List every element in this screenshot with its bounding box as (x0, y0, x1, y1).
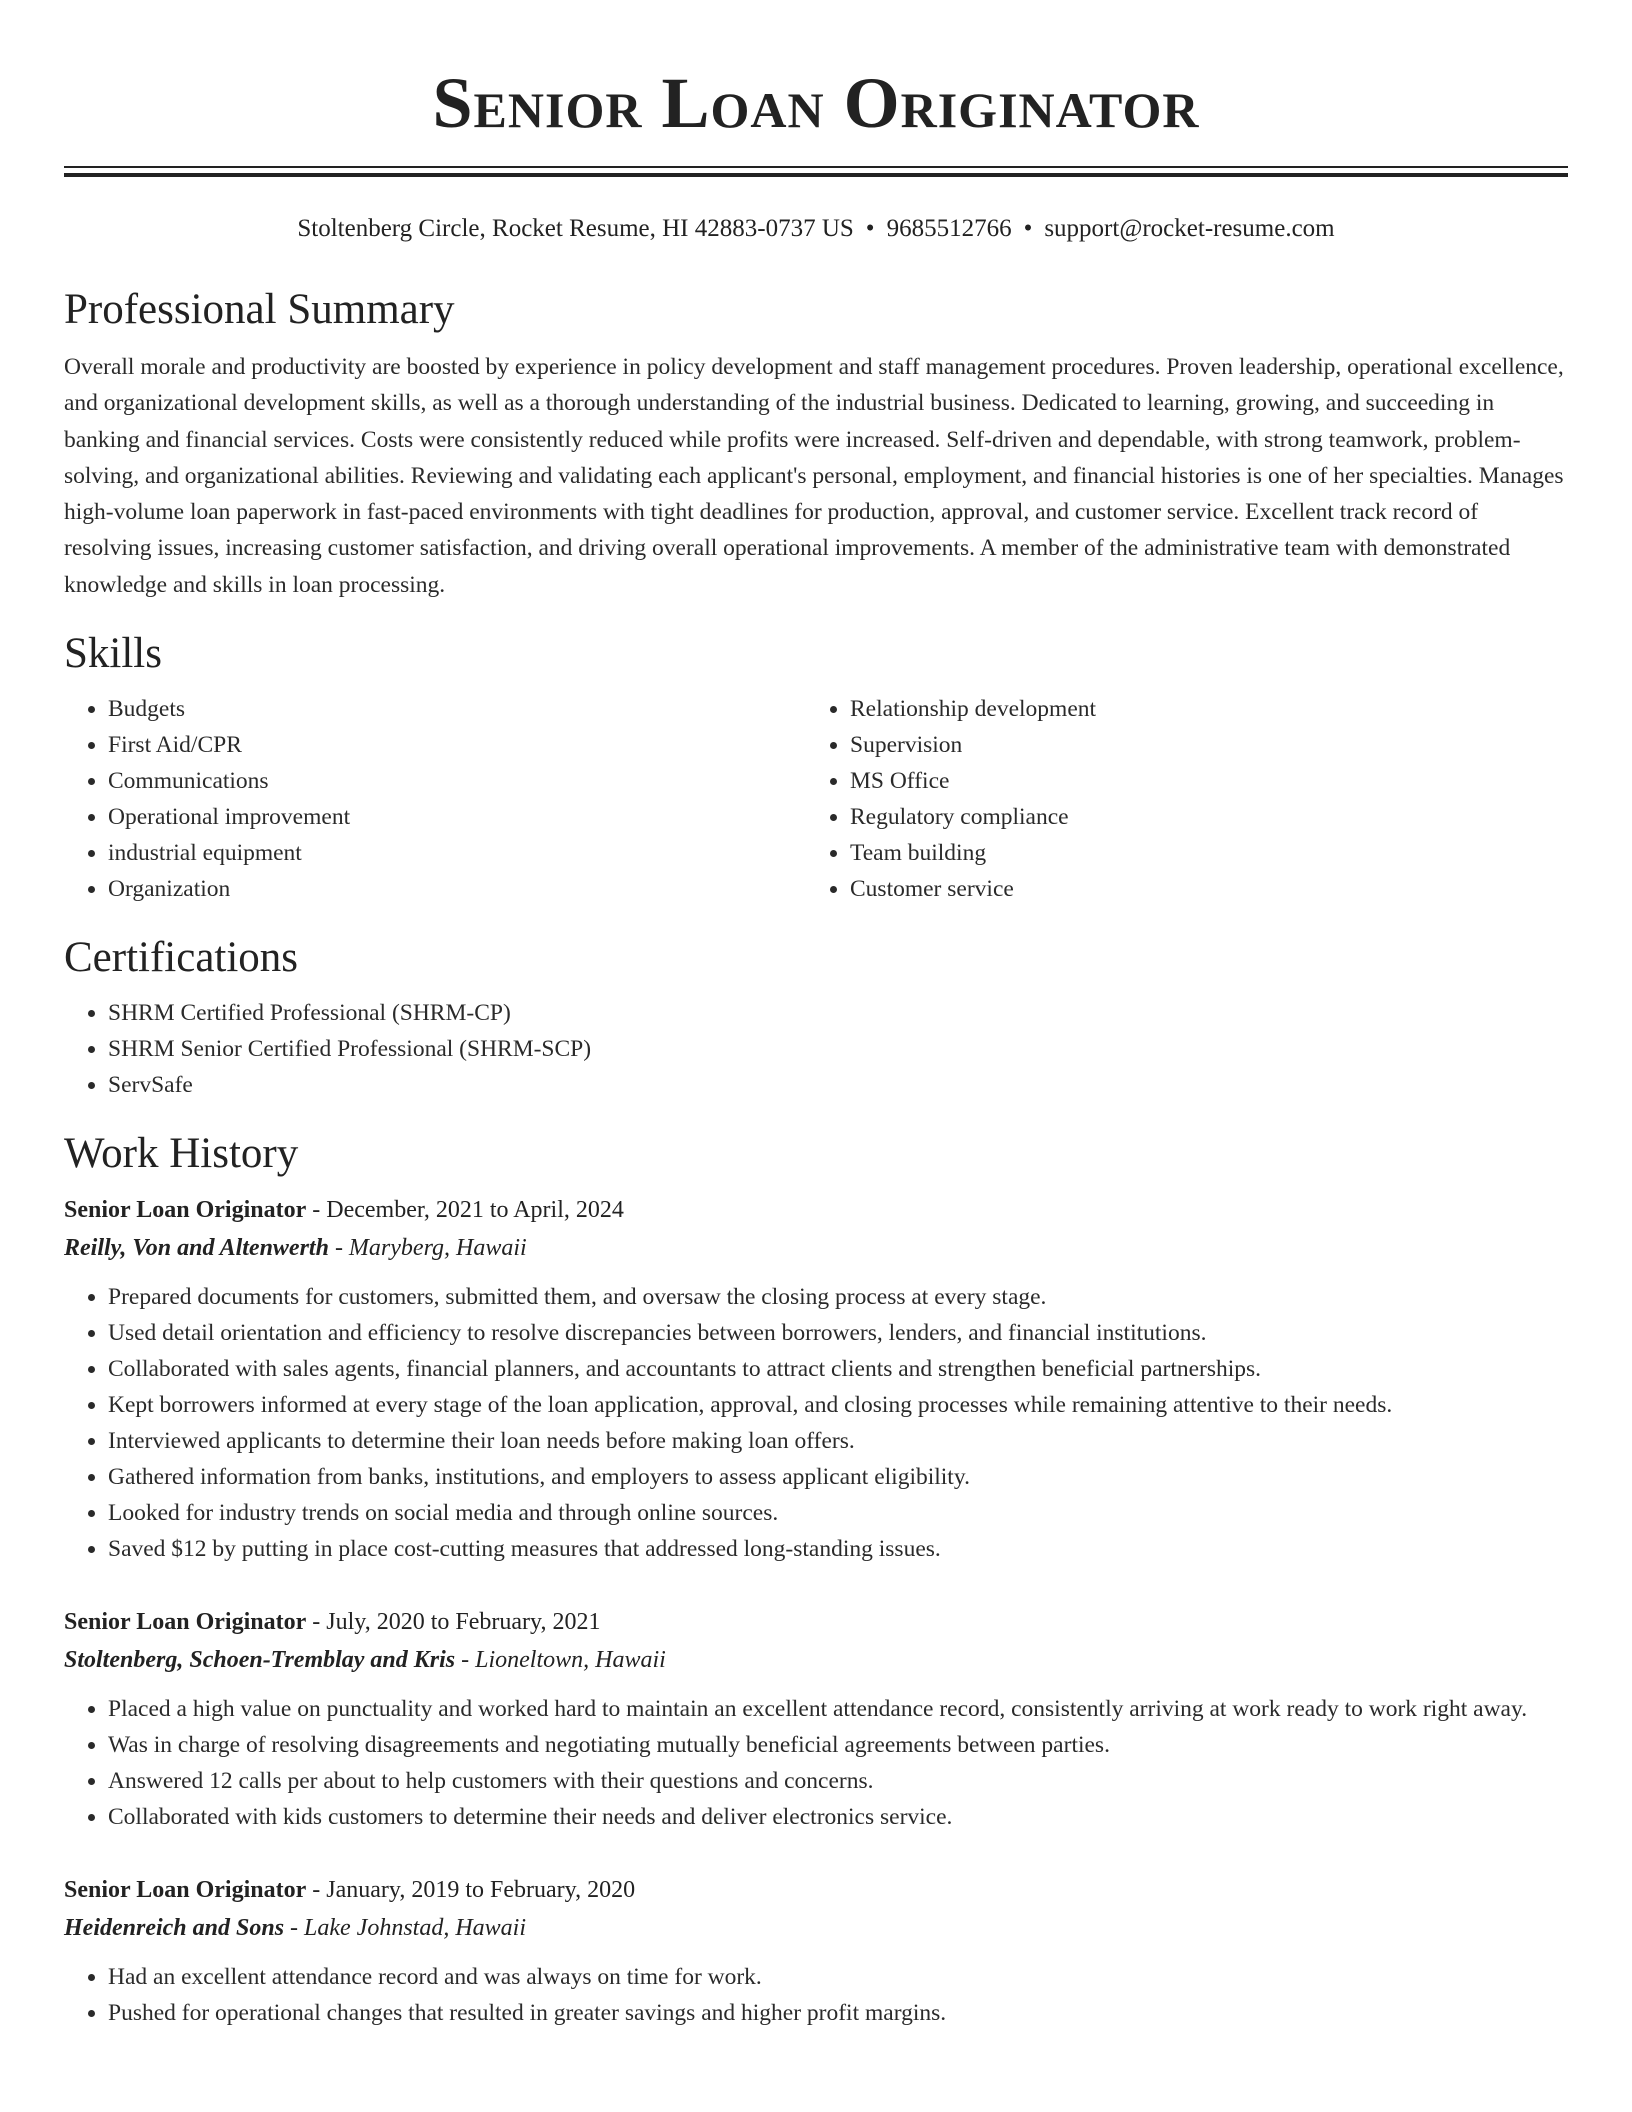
job-duty: • Saved $12 by putting in place cost-cutting measures that addressed long-standing issues. (108, 1531, 1568, 1567)
contact-separator: • (1023, 215, 1033, 242)
job-entry (64, 1191, 1568, 1567)
job-location: - Maryberg, Hawaii (328, 1235, 527, 1262)
job-employer (64, 1641, 1568, 1679)
job-duties-list (64, 1959, 1568, 2031)
job-duty: • Had an excellent attendance record and was always on time for work. (108, 1959, 1568, 1995)
job-dates: - December, 2021 to April, 2024 (306, 1197, 624, 1224)
job-header (64, 1191, 1568, 1229)
contact-address: Stoltenberg Circle, Rocket Resume, HI 42883-0737 US (297, 215, 854, 242)
job-duties-list (64, 1691, 1568, 1835)
contact-line (64, 213, 1568, 245)
certification-item: • SHRM Senior Certified Professional (SHRM-SCP) (108, 1031, 1568, 1067)
certifications-heading: Certifications (64, 934, 299, 982)
job-header (64, 1871, 1568, 1909)
job-duty: • Prepared documents for customers, submitted them, and oversaw the closing process at every stage. (108, 1279, 1568, 1315)
job-company: Reilly, Von and Altenwerth (64, 1235, 329, 1262)
job-entry (64, 1871, 1568, 2031)
skill-item: • Organization (108, 871, 806, 907)
job-duty: • Interviewed applicants to determine their loan needs before making loan offers. (108, 1423, 1568, 1459)
job-dates: - July, 2020 to February, 2021 (306, 1609, 601, 1636)
job-duty: • Collaborated with kids customers to determine their needs and deliver electronics service. (108, 1799, 1568, 1835)
contact-email: support@rocket-resume.com (1044, 215, 1335, 242)
skill-item: • Team building (850, 835, 1548, 871)
job-employer (64, 1909, 1568, 1947)
summary-text: Overall morale and productivity are boosted by experience in policy development and staff management procedures. Proven leadership, operational excellence, and organizational development skills, as well as a thorough understanding of the industrial business. Dedicated to learning, growing, and succeeding in banking and financial services. Costs were consistently reduced while profits were increased. Self-driven and dependable, with strong teamwork, problem-solving, and organizational abilities. Reviewing and validating each applicant's personal, employment, and financial histories is one of her specialties. Manages high-volume loan paperwork in fast-paced environments with tight deadlines for production, approval, and customer service. Excellent track record of resolving issues, increasing customer satisfaction, and driving overall operational improvements. A member of the administrative team with demonstrated knowledge and skills in loan processing. (64, 354, 1564, 598)
skill-item: • Relationship development (850, 691, 1548, 727)
skills-heading: Skills (64, 630, 162, 678)
skill-item: • Operational improvement (108, 799, 806, 835)
skill-item: • First Aid/CPR (108, 727, 806, 763)
job-title: Senior Loan Originator (64, 1197, 307, 1224)
job-duty: • Pushed for operational changes that resulted in greater savings and higher profit margins. (108, 1995, 1568, 2031)
job-duty: • Answered 12 calls per about to help customers with their questions and concerns. (108, 1763, 1568, 1799)
skill-item: • Supervision (850, 727, 1548, 763)
job-location: - Lake Johnstad, Hawaii (284, 1915, 527, 1942)
job-employer (64, 1229, 1568, 1267)
contact-separator: • (865, 215, 875, 242)
skill-item: • Regulatory compliance (850, 799, 1548, 835)
job-duty: • Kept borrowers informed at every stage of the loan application, approval, and closing processes while remaining attentive to their needs. (108, 1387, 1568, 1423)
skills-column-right (806, 691, 1548, 907)
skill-item: • Budgets (108, 691, 806, 727)
skill-item: • industrial equipment (108, 835, 806, 871)
job-location: - Lioneltown, Hawaii (455, 1647, 666, 1674)
job-duty: • Gathered information from banks, institutions, and employers to assess applicant eligibility. (108, 1459, 1568, 1495)
skill-item: • Customer service (850, 871, 1548, 907)
job-title: Senior Loan Originator (64, 1609, 307, 1636)
job-title: Senior Loan Originator (64, 1877, 307, 1904)
work-history-heading: Work History (64, 1130, 299, 1178)
resume-title: Senior Loan Originator (432, 63, 1200, 143)
summary-heading: Professional Summary (64, 286, 455, 333)
job-duty: • Collaborated with sales agents, financial planners, and accountants to attract clients and strengthen beneficial partnerships. (108, 1351, 1568, 1387)
skills-column-left (64, 691, 806, 907)
job-entry (64, 1603, 1568, 1835)
certification-item: • SHRM Certified Professional (SHRM-CP) (108, 995, 1568, 1031)
job-duty: • Placed a high value on punctuality and worked hard to maintain an excellent attendance record, consistently arriving at work ready to work right away. (108, 1691, 1568, 1727)
skills-list-left (64, 691, 806, 907)
skill-item: • Communications (108, 763, 806, 799)
job-duties-list (64, 1279, 1568, 1567)
job-company: Heidenreich and Sons (64, 1915, 285, 1942)
job-duty: • Was in charge of resolving disagreements and negotiating mutually beneficial agreements between parties. (108, 1727, 1568, 1763)
job-dates: - January, 2019 to February, 2020 (306, 1877, 636, 1904)
job-header (64, 1603, 1568, 1641)
job-company: Stoltenberg, Schoen-Tremblay and Kris (64, 1647, 456, 1674)
title-divider (64, 166, 1568, 177)
skills-list-right (806, 691, 1548, 907)
contact-phone: 9685512766 (886, 215, 1012, 242)
certifications-list (64, 995, 1568, 1103)
job-duty: • Used detail orientation and efficiency to resolve discrepancies between borrowers, lenders, and financial institutions. (108, 1315, 1568, 1351)
skill-item: • MS Office (850, 763, 1548, 799)
job-duty: • Looked for industry trends on social media and through online sources. (108, 1495, 1568, 1531)
certification-item: • ServSafe (108, 1067, 1568, 1103)
skills-columns (64, 691, 1568, 907)
